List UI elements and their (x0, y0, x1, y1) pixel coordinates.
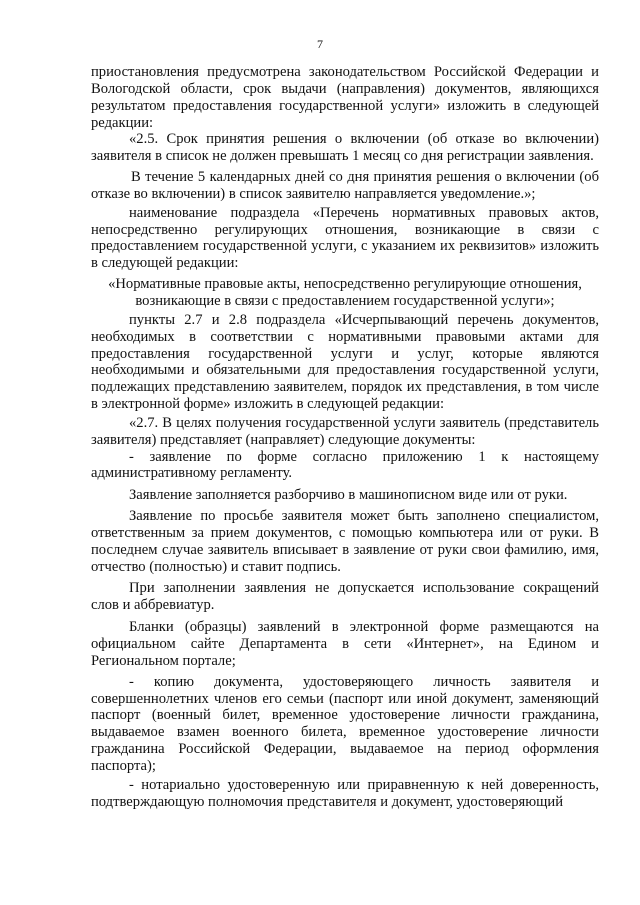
paragraph: приостановления предусмотрена законодательством Российской Федерации и Вологодской области, срок выдачи (направления) документов, являющихся результатом предоставления государственной услуги» изложить в следующей редакции: (91, 64, 599, 131)
paragraph: Заявление заполняется разборчиво в машинописном виде или от руки. (129, 487, 568, 504)
document-body (91, 64, 599, 810)
quoted-heading: «Нормативные правовые акты, непосредственно регулирующие отношения, возникающие в связи с предоставлением государственной услуги»; (108, 276, 582, 309)
list-item: - копию документа, удостоверяющего личность заявителя и совершеннолетних членов его семьи (паспорт или иной документ, заменяющий паспорт (военный билет, временное удостоверение личности гражданина, выдаваемое взамен военного билета, временное удостоверение личности гражданина Российской Федерации, выдаваемое на период оформления паспорта); (91, 673, 599, 774)
paragraph: При заполнении заявления не допускается использование сокращений слов и аббревиатур. (91, 580, 599, 614)
page-number: 7 (317, 37, 323, 51)
paragraph: «2.5. Срок принятия решения о включении (об отказе во включении) заявителя в список не должен превышать 1 месяц со дня регистрации заявления. (91, 131, 599, 165)
paragraph: наименование подраздела «Перечень нормативных правовых актов, непосредственно регулирующих отношения, возникающие в связи с предоставлением государственной услуги, с указанием их реквизитов» изложить в следующей редакции: (91, 204, 599, 272)
paragraph: пункты 2.7 и 2.8 подраздела «Исчерпывающий перечень документов, необходимых в соответствии с нормативными правовыми актами для предоставления государственной услуги и услуг, которые являются необходимыми и обязательными для предоставления государственной услуги, подлежащих представлению заявителем, порядок их представления, в том числе в электронной форме» изложить в следующей редакции: (91, 311, 599, 413)
paragraph: Бланки (образцы) заявлений в электронной форме размещаются на официальном сайте Департамента в сети «Интернет», на Едином и Региональном портале; (91, 619, 599, 669)
list-item: - нотариально удостоверенную или приравненную к ней доверенность, подтверждающую полномочия представителя и документ, удостоверяющий (91, 776, 599, 810)
paragraph: Заявление по просьбе заявителя может быть заполнено специалистом, ответственным за прием документов, с помощью компьютера или от руки. В последнем случае заявитель вписывает в заявление от руки свои фамилию, имя, отчество (полностью) и ставит подпись. (91, 508, 599, 575)
list-item: - заявление по форме согласно приложению 1 к настоящему административному регламенту. (91, 448, 599, 482)
paragraph: «2.7. В целях получения государственной услуги заявитель (представитель заявителя) представляет (направляет) следующие документы: (91, 414, 599, 448)
paragraph: В течение 5 календарных дней со дня принятия решения о включении (об отказе во включении) в список заявителю направляется уведомление.»; (91, 169, 599, 202)
